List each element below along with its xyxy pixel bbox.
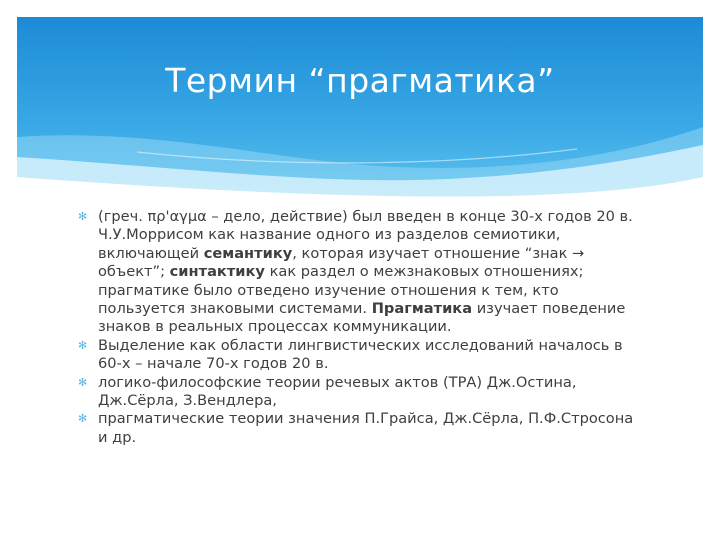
banner-wave-graphic	[17, 17, 703, 203]
bullet-star-icon: ✻	[78, 210, 88, 223]
bullet-text: прагматические теории значения П.Грайса, Дж.Сёрла, П.Ф.Стросона и др.	[98, 410, 634, 446]
bold-term: семантику	[203, 244, 293, 262]
title-banner	[17, 17, 703, 203]
bullet-item	[78, 208, 638, 337]
bold-term: Прагматика	[371, 300, 473, 318]
bullet-star-icon: ✻	[78, 375, 88, 389]
bullet-text: как раздел о межзнаковых отношениях; прагматике было отведено изучение отношения к тем, кто пользуется знаковыми системами.	[98, 263, 584, 318]
bold-term: синтактику	[169, 263, 265, 281]
bullet-text: Выделение как области лингвистических исследований началось в 60-х – начале 70-х годов 20 в.	[98, 336, 623, 373]
bullet-star-icon: ✻	[78, 412, 88, 426]
bullet-item	[78, 337, 638, 374]
bullet-item	[78, 374, 638, 411]
bullet-list	[78, 208, 638, 447]
bullet-list-container	[78, 208, 638, 447]
bullet-text: логико-философские теории речевых актов (ТРА) Дж.Остина, Дж.Сёрла, З.Вендлера,	[98, 373, 577, 410]
bullet-star-icon: ✻	[78, 338, 88, 352]
bullet-item	[78, 410, 638, 447]
bullet-text: (греч. πρ'αγμα – дело, действие) был введен в конце 30-х годов 20 в. Ч.У.Моррисом как название одного из разделов семиотики, включающей	[98, 208, 633, 262]
slide-title: Термин “прагматика”	[165, 61, 555, 100]
bullet-text: , которая изучает отношение “знак → объект”;	[98, 244, 585, 281]
bullet-text: изучает поведение знаков в реальных процессах коммуникации.	[98, 300, 626, 336]
